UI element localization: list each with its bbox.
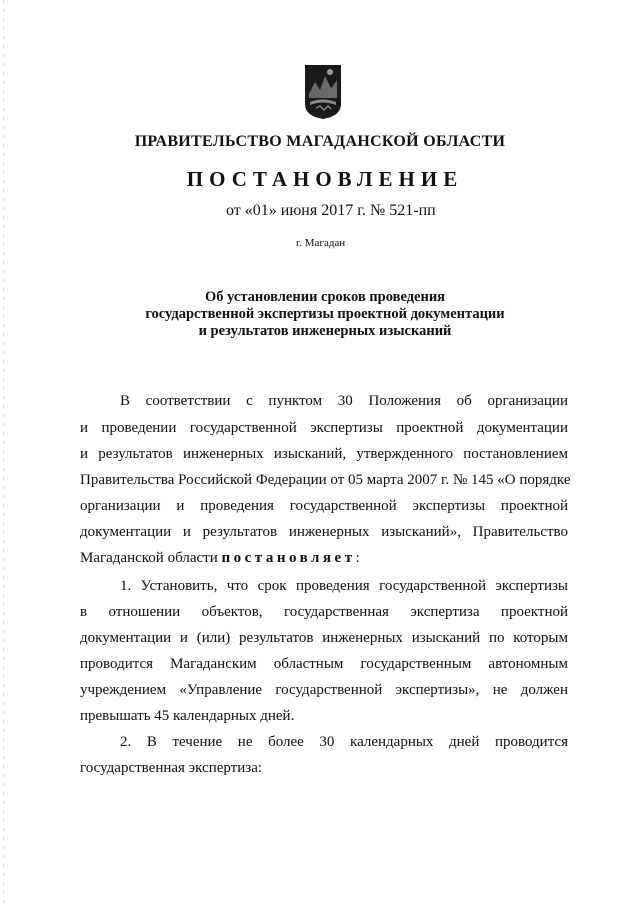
item1-line: документации и (или) результатов инженерных изысканий по которым xyxy=(80,630,568,646)
body-line: В соответствии с пунктом 30 Положения об организации xyxy=(120,393,568,409)
document-type: ПОСТАНОВЛЕНИЕ xyxy=(186,167,464,191)
decree-suffix: : xyxy=(355,550,360,566)
government-title: ПРАВИТЕЛЬСТВО МАГАДАНСКОЙ ОБЛАСТИ xyxy=(134,133,506,150)
coat-of-arms-icon xyxy=(304,64,342,120)
item1-line: в отношении объектов, государственная экспертиза проектной xyxy=(80,604,568,620)
subject-line: Об установлении сроков проведения xyxy=(204,289,446,305)
subject-line: и результатов инженерных изысканий xyxy=(198,323,452,339)
body-line: Правительства Российской Федерации от 05 марта 2007 г. № 145 «О порядке xyxy=(80,472,571,488)
item1-line: 1. Установить, что срок проведения государственной экспертизы xyxy=(120,578,568,594)
item2-line: 2. В течение не более 30 календарных дней проводится xyxy=(120,734,568,750)
body-line: и результатов инженерных изысканий, утвержденного постановлением xyxy=(80,446,568,462)
item1-line: учреждением «Управление государственной экспертизы», не должен xyxy=(80,682,568,698)
item1-line: проводится Магаданским областным государственным автономным xyxy=(80,656,568,672)
document-city: г. Магадан xyxy=(296,237,346,249)
item1-line: превышать 45 календарных дней. xyxy=(80,708,295,724)
body-line: документации и результатов инженерных изысканий», Правительство xyxy=(80,524,568,540)
decree-word: постановляет xyxy=(221,550,356,566)
document-date-number: от «01» июня 2017 г. № 521-пп xyxy=(226,202,436,219)
body-line-decree xyxy=(80,550,568,567)
subject-line: государственной экспертизы проектной документации xyxy=(145,306,505,322)
item2-line: государственная экспертиза: xyxy=(80,760,263,776)
document-subject xyxy=(0,289,640,340)
body-line: и проведении государственной экспертизы проектной документации xyxy=(80,420,568,436)
decree-prefix: Магаданской области xyxy=(80,550,222,566)
body-line: организации и проведения государственной экспертизы проектной xyxy=(80,498,568,514)
